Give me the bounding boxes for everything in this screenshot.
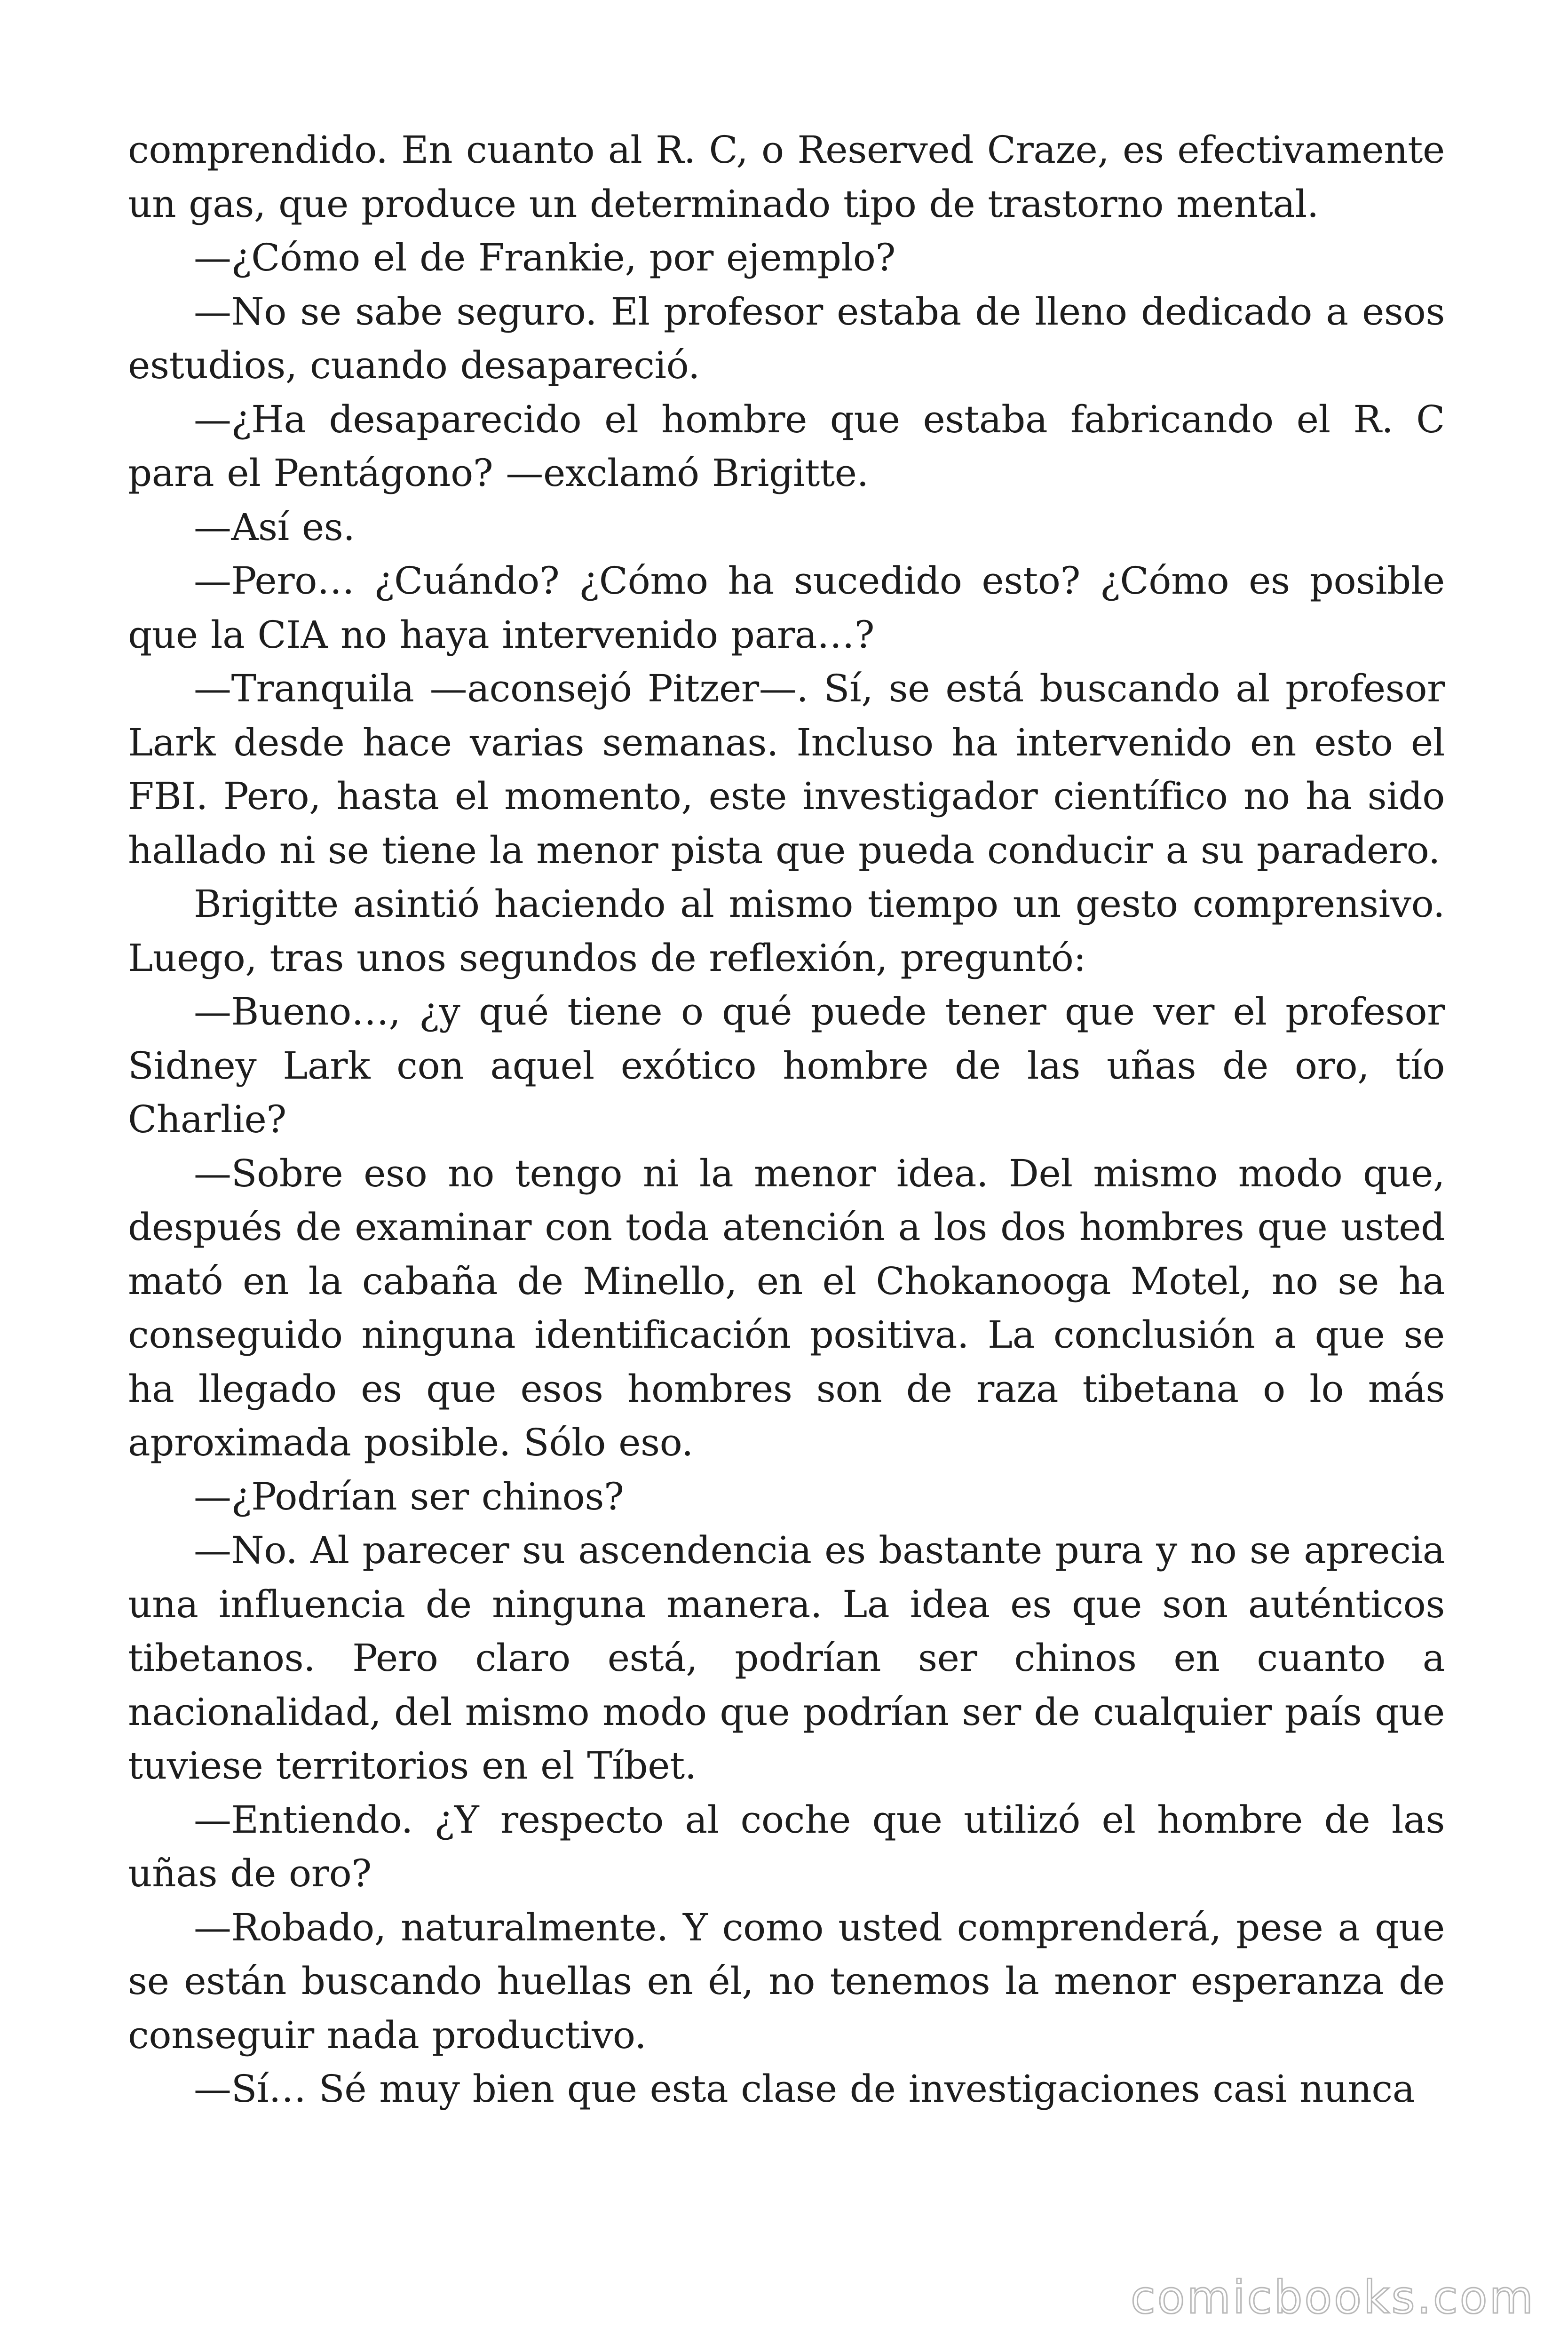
paragraph: comprendido. En cuanto al R. C, o Reserved Craze, es efectivamente un gas, que produce un determinado tipo de trastorno mental. [128, 128, 1445, 226]
paragraph: —Tranquila —aconsejó Pitzer—. Sí, se está buscando al profesor Lark desde hace varias semanas. Incluso ha intervenido en esto el FBI. Pero, hasta el momento, este investigador científico no ha sido hallado ni se tiene la menor pista que pueda conducir a su paradero. [128, 667, 1445, 872]
paragraph: —¿Podrían ser chinos? [194, 1474, 624, 1518]
paragraph: —Bueno…, ¿y qué tiene o qué puede tener que ver el profesor Sidney Lark con aquel exótico hombre de las uñas de oro, tío Charlie? [128, 990, 1445, 1141]
page-text [128, 123, 1445, 2116]
paragraph: —Sí… Sé muy bien que esta clase de investigaciones casi nunca [194, 2067, 1415, 2111]
paragraph: —Así es. [194, 505, 355, 549]
paragraph: —Sobre eso no tengo ni la menor idea. Del mismo modo que, después de examinar con toda atención a los dos hombres que usted mató en la cabaña de Minello, en el Chokanooga Motel, no se ha conseguido ninguna identificación positiva. La conclusión a que se ha llegado es que esos hombres son de raza tibetana o lo más aproximada posible. Sólo eso. [128, 1151, 1445, 1464]
paragraph: —No se sabe seguro. El profesor estaba de lleno dedicado a esos estudios, cuando desapareció. [128, 289, 1445, 387]
paragraph: —No. Al parecer su ascendencia es bastante pura y no se aprecia una influencia de ninguna manera. La idea es que son auténticos tibetanos. Pero claro está, podrían ser chinos en cuanto a nacionalidad, del mismo modo que podrían ser de cualquier país que tuviese territorios en el Tíbet. [128, 1528, 1445, 1788]
paragraph: —Entiendo. ¿Y respecto al coche que utilizó el hombre de las uñas de oro? [128, 1797, 1445, 1895]
paragraph: —Pero… ¿Cuándo? ¿Cómo ha sucedido esto? ¿Cómo es posible que la CIA no haya intervenido para…? [128, 559, 1445, 657]
watermark-logo: comicbooks.com [1130, 2271, 1535, 2324]
paragraph: Brigitte asintió haciendo al mismo tiempo un gesto comprensivo. Luego, tras unos segundos de reflexión, preguntó: [128, 882, 1445, 980]
paragraph: —Robado, naturalmente. Y como usted comprenderá, pese a que se están buscando huellas en él, no tenemos la menor esperanza de conseguir nada productivo. [128, 1905, 1445, 2057]
paragraph: —¿Cómo el de Frankie, por ejemplo? [194, 236, 895, 279]
paragraph: —¿Ha desaparecido el hombre que estaba fabricando el R. C para el Pentágono? —exclamó Brigitte. [128, 397, 1445, 495]
